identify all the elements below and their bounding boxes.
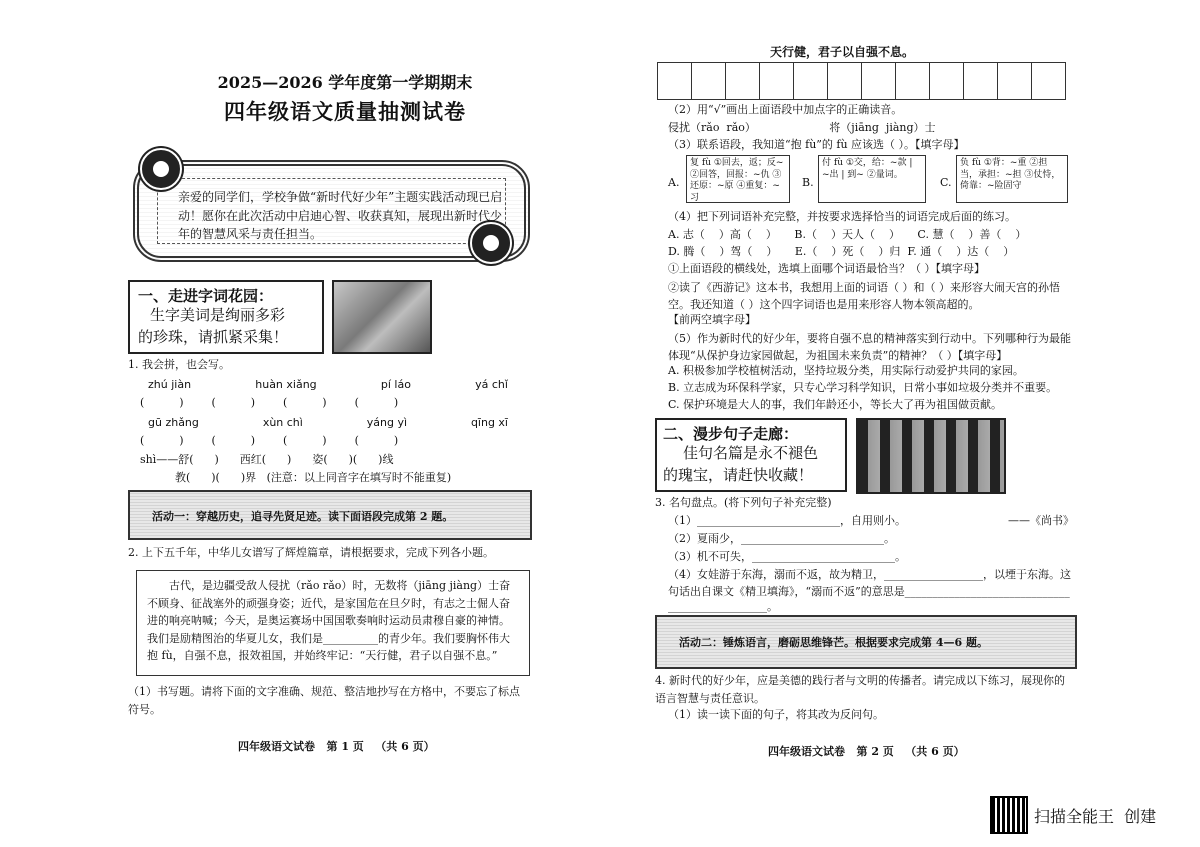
section2-sub1: 佳句名篇是永不褪色 (683, 444, 819, 462)
q1-label: 1. 我会拼，也会写。 (128, 358, 230, 371)
exam-title: 四年级语文质量抽测试卷 (224, 99, 466, 124)
words-row-1[interactable]: A. 志（ ）高（ ） B.（ ）天人（ ） C. 慧（ ）善（ ） (668, 228, 1027, 241)
pinyin: qīng xī (470, 416, 508, 429)
pinyin: xùn chì (262, 416, 303, 429)
q3-line-1-source: ——《尚书》 (1008, 514, 1074, 527)
option-a-box[interactable]: 复 fù ①回去，返；反~ ②回答，回报：~仇 ③还原：~原 ④重复：~习 (686, 155, 790, 203)
q2-5-option-c[interactable]: C. 保护环境是大人的事，我们年龄还小，等长大了再为祖国做贡献。 (668, 398, 1003, 411)
blank-row-1[interactable]: ( ) ( ) ( ) ( ) (140, 396, 399, 409)
q4-sub1: （1）读一读下面的句子，将其改为反问句。 (668, 708, 884, 721)
exam-year-title: 2025—2026 学年度第一学期期末 (217, 73, 473, 92)
q2-2-options[interactable]: 侵扰（rǎo rǎo） 将（jiāng jiàng）士 (668, 121, 936, 134)
section2-header (655, 418, 847, 492)
q2-5-option-a[interactable]: A. 积极参加学校植树活动，坚持垃圾分类，用实际行动爱护共同的家园。 (668, 364, 1024, 377)
q2-4c: 【前两空填字母】 (668, 313, 756, 326)
section1-title: 一、走进字词花园： (138, 287, 274, 305)
q2-sub1: （1）书写题。请将下面的文字准确、规范、整洁地抄写在方格中，不要忘了标点符号。 (128, 685, 520, 716)
q4-label: 4. 新时代的好少年，应是美德的践行者与文明的传播者。请完成以下练习，展现你的语言智慧与责任意识。 (655, 674, 1065, 705)
scanner-watermark: 扫描全能王 创建 (1034, 807, 1157, 826)
pinyin: yá chǐ (475, 378, 508, 391)
motto: 天行健，君子以自强不息。 (770, 45, 915, 59)
writing-grid[interactable] (658, 62, 1066, 100)
option-b-box[interactable]: 付 fù ①交，给：~款 | ~出 | 到~ ②量词。 (818, 155, 926, 203)
section1-header (128, 280, 324, 354)
passage-box (136, 570, 530, 676)
option-b-label: B. (802, 176, 814, 189)
q3-label: 3. 名句盘点。(将下列句子补充完整) (655, 496, 832, 509)
passage-text: 古代，是边疆受敌人侵扰（rǎo rǎo）时，无数将（jiāng jiàng）士奋不顾身、征战塞外的顽强身姿；近代，是家国危在旦夕时，有志之士倔人奋进的响亮呐喊；今天，是奥运赛场中国国歌奏响时运动员肃穆自豪的神情。我们是励精图治的华夏儿女，我们是__________的青少年。我们要胸怀伟大抱 fù，自强不息，报效祖国，并始终牢记：“天行健，君子以自强不息。” (147, 579, 511, 663)
q2-4b: ②读了《西游记》这本书，我想用上面的词语（ ）和（ ）来形容大闹天宫的孙悟空。我还知道（ ）这个四字词语也是用来形容人物本领高超的。 (668, 281, 1060, 312)
flower-icon (140, 148, 182, 190)
activity2-text: 活动二：锤炼语言，磨砺思维锋芒。根据要求完成第 4—6 题。 (679, 636, 988, 649)
q3-line-2[interactable]: （2）夏雨少，__________________________。 (668, 532, 895, 545)
shi-line[interactable]: shì——舒( ) 西红( ) 姿( )( )线 (140, 453, 394, 466)
blank-row-2[interactable]: ( ) ( ) ( ) ( ) (140, 434, 399, 447)
q2-3: （3）联系语段，我知道“抱 fù”的 fù 应该选（ ）。【填字母】 (668, 138, 965, 151)
pinyin: pí láo (380, 378, 411, 391)
q2-label: 2. 上下五千年，中华儿女谱写了辉煌篇章，请根据要求，完成下列各小题。 (128, 546, 494, 559)
corridor-photo (856, 418, 1006, 494)
pinyin: gū zhǎng (148, 416, 199, 429)
activity1-banner (128, 490, 532, 540)
q2-5: （5）作为新时代的好少年，要将自强不息的精神落实到行动中。下列哪种行为最能体现“从保护身边家园做起，为祖国未来负责”的精神？（ ）【填字母】 (668, 332, 1071, 363)
pinyin: yáng yì (366, 416, 408, 429)
jiao-line[interactable]: 教( )( )界 (注意：以上同音字在填写时不能重复) (175, 471, 452, 484)
q2-5-option-b[interactable]: B. 立志成为环保科学家，只专心学习科学知识，日常小事如垃圾分类并不重要。 (668, 381, 1058, 394)
q3-line-4[interactable]: （4）女娃游于东海，溺而不返，故为精卫，__________________，以堙于东海。这句话出自课文《精卫填海》，“溺而不返”的意思是______________________________ (668, 568, 1071, 599)
pinyin-row-2 (148, 416, 508, 431)
page2-footer: 四年级语文试卷 第 2 页 （共 6 页） (768, 745, 965, 758)
pinyin: zhú jiàn (148, 378, 192, 391)
option-c-box[interactable]: 负 fù ①背：~重 ②担当，承担：~担 ③仗恃，倚靠：~险固守 (956, 155, 1068, 203)
pinyin: huàn xiǎng (255, 378, 317, 391)
activity1-text: 活动一：穿越历史，追寻先贤足迹。读下面语段完成第 2 题。 (152, 510, 454, 523)
option-c-label: C. (940, 176, 952, 189)
section2-title: 二、漫步句子走廊： (663, 425, 799, 443)
activity2-banner (655, 615, 1077, 669)
option-a-label: A. (668, 176, 680, 189)
plum-blossom-photo (332, 280, 432, 354)
words-row-2[interactable]: D. 腾（ ）驾（ ） E.（ ）死（ ）归 F. 通（ ）达（ ） (668, 245, 1015, 258)
q3-line-4b[interactable]: __________________。 (668, 600, 778, 613)
q2-2: （2）用“√”画出上面语段中加点字的正确读音。 (668, 103, 903, 116)
qr-code-icon (990, 796, 1028, 834)
section1-sub1: 生字美词是绚丽多彩 (150, 306, 286, 324)
q2-4a: ①上面语段的横线处，选填上面哪个词语最恰当？（ ）【填字母】 (668, 262, 985, 275)
q2-4: （4）把下列词语补充完整，并按要求选择恰当的词语完成后面的练习。 (668, 210, 1016, 223)
pinyin-row-1 (148, 378, 508, 393)
q3-line-1[interactable]: （1）__________________________，自用则小。 (668, 514, 906, 527)
intro-text: 亲爱的同学们，学校争做“新时代好少年”主题实践活动现已启动！愿你在此次活动中启迪心智、收获真知，展现出新时代少年的智慧风采与责任担当。 (178, 190, 503, 242)
section2-sub2: 的瑰宝，请赶快收藏！ (663, 466, 814, 484)
page1-footer: 四年级语文试卷 第 1 页 （共 6 页） (238, 740, 435, 753)
q3-line-3[interactable]: （3）机不可失，__________________________。 (668, 550, 906, 563)
section1-sub2: 的珍珠，请抓紧采集！ (138, 328, 289, 346)
